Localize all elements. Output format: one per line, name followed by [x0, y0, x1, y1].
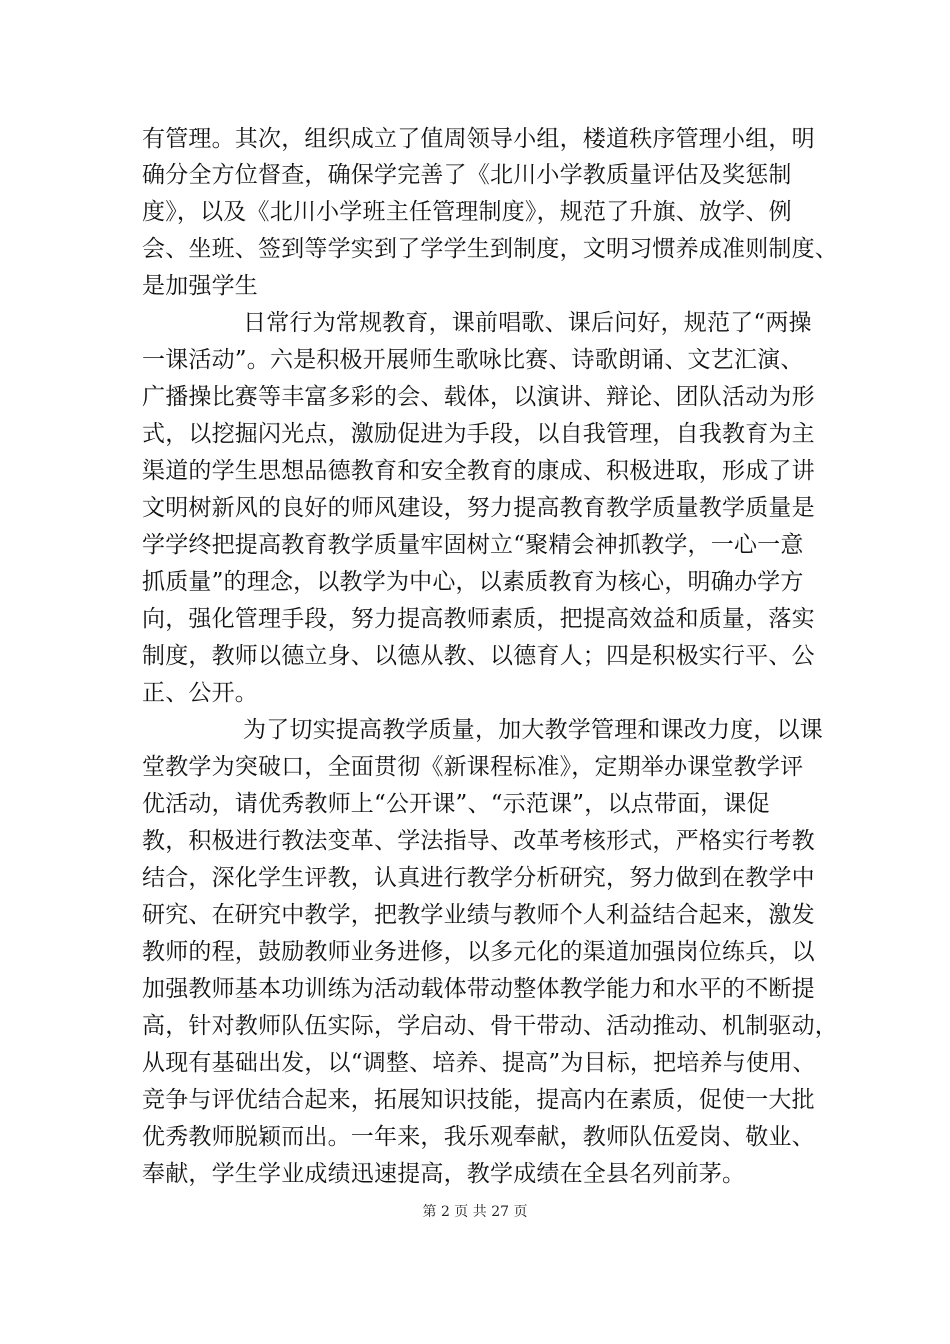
text-line-15: 制度，教师以德立身、以德从教、以德育人；四是积极实行平、公	[142, 643, 815, 669]
text-line-25: 高，针对教师队伍实际，学启动、骨干带动、活动推动、机制驱动，	[142, 1013, 838, 1039]
text-line-28: 优秀教师脱颖而出。一年来，我乐观奉献，教师队伍爱岗、敬业、	[142, 1124, 815, 1150]
text-line-3: 度》，以及《北川小学班主任管理制度》，规范了升旗、放学、例	[142, 199, 792, 225]
text-line-26: 从现有基础出发，以“调整、培养、提高”为目标，把培养与使用、	[142, 1050, 816, 1076]
text-line-14: 向，强化管理手段，努力提高教师素质，把提高效益和质量，落实	[142, 606, 815, 632]
text-line-18: 堂教学为突破口，全面贯彻《新课程标准》，定期举办课堂教学评	[142, 754, 804, 780]
text-line-23: 教师的程，鼓励教师业务进修，以多元化的渠道加强岗位练兵，以	[142, 939, 815, 965]
text-line-2: 确分全方位督查，确保学完善了《北川小学教质量评估及奖惩制	[142, 162, 792, 188]
paragraph-start-line: 为了切实提高教学质量，加大教学管理和课改力度，以课	[243, 717, 823, 743]
paragraph-start-line: 日常行为常规教育，课前唱歌、课后问好，规范了“两操	[243, 310, 812, 336]
text-line-27: 竞争与评优结合起来，拓展知识技能，提高内在素质，促使一大批	[142, 1087, 815, 1113]
text-line-10: 渠道的学生思想品德教育和安全教育的康成、积极进取，形成了讲	[142, 458, 815, 484]
text-line-8: 广播操比赛等丰富多彩的会、载体，以演讲、辩论、团队活动为形	[142, 384, 815, 410]
text-line-20: 教，积极进行教法变革、学法指导、改革考核形式，严格实行考教	[142, 828, 815, 854]
text-line-9: 式，以挖掘闪光点，激励促进为手段，以自我管理，自我教育为主	[142, 421, 815, 447]
text-line-22: 研究、在研究中教学，把教学业绩与教师个人利益结合起来，激发	[142, 902, 815, 928]
text-line-13: 抓质量”的理念，以教学为中心，以素质教育为核心，明确办学方	[142, 569, 804, 595]
text-line-19: 优活动，请优秀教师上“公开课”、“示范课”，以点带面，课促	[142, 791, 770, 817]
text-line-12: 学学终把提高教育教学质量牢固树立“聚精会神抓教学，一心一意	[142, 532, 804, 558]
text-line-7: 一课活动”。六是积极开展师生歌咏比赛、诗歌朗诵、文艺汇演、	[142, 347, 804, 373]
text-line-16: 正、公开。	[142, 680, 258, 706]
text-line-11: 文明树新风的良好的师风建设，努力提高教育教学质量教学质量是	[142, 495, 815, 521]
text-line-5: 是加强学生	[142, 273, 258, 299]
text-line-21: 结合，深化学生评教，认真进行教学分析研究，努力做到在教学中	[142, 865, 815, 891]
text-line-1: 有管理。其次，组织成立了值周领导小组，楼道秩序管理小组，明	[142, 126, 815, 152]
text-line-29: 奉献，学生学业成绩迅速提高，教学成绩在全县名列前茅。	[142, 1161, 746, 1187]
text-line-4: 会、坐班、签到等学实到了学学生到制度，文明习惯养成准则制度、	[142, 236, 838, 262]
page-number: 第 2 页 共 27 页	[422, 1204, 528, 1220]
text-line-24: 加强教师基本功训练为活动载体带动整体教学能力和水平的不断提	[142, 976, 815, 1002]
